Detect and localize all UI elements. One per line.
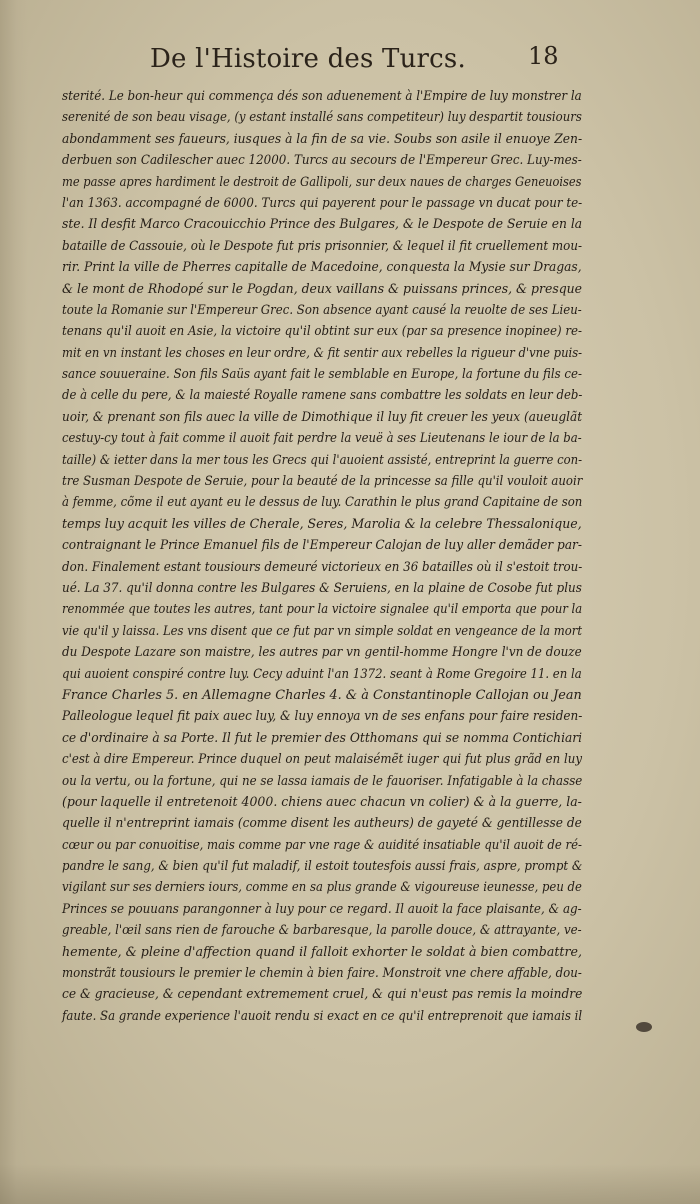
text-line: France Charles 5. en Allemagne Charles 4. & à Constantinople Callojan ou Jean	[62, 687, 582, 703]
text-line: monstrãt tousiours le premier le chemin à bien faire. Monstroit vne chere affable, dou-	[62, 966, 582, 982]
text-line: toute la Romanie sur l'Empereur Grec. Son absence ayant causé la reuolte de ses Lieu-	[62, 302, 582, 318]
text-line: ou la vertu, ou la fortune, qui ne se lassa iamais de le fauoriser. Infatigable à la chasse	[62, 773, 583, 789]
body-text	[62, 86, 582, 1027]
text-line: pandre le sang, & bien qu'il fut maladif, il estoit toutesfois aussi frais, aspre, prompt &	[62, 859, 583, 875]
text-line: cœur ou par conuoitise, mais comme par vne rage & auidité insatiable qu'il auoit de ré-	[62, 837, 582, 853]
text-line: à femme, cõme il eut ayant eu le dessus de luy. Carathin le plus grand Capitaine de son	[62, 495, 583, 511]
page-number: 18	[528, 42, 559, 70]
text-line: Palleologue lequel fit paix auec luy, & luy ennoya vn de ses enfans pour faire residen-	[62, 709, 583, 725]
text-line: ce & gracieuse, & cependant extremement cruel, & qui n'eust pas remis la moindre	[62, 987, 583, 1003]
ink-blot	[636, 1022, 652, 1032]
text-line: don. Finalement estant tousiours demeuré victorieux en 36 batailles où il s'estoit trou-	[62, 559, 583, 575]
text-line: mit en vn instant les choses en leur ordre, & fit sentir aux rebelles la rigueur d'vne puis-	[62, 345, 583, 361]
text-line: vie qu'il y laissa. Les vns disent que ce fut par vn simple soldat en vengeance de la mort	[62, 623, 583, 639]
text-line: bataille de Cassouie, où le Despote fut pris prisonnier, & lequel il fit cruellement mou-	[62, 238, 582, 254]
text-line: & le mont de Rhodopé sur le Pogdan, deux vaillans & puissans princes, & presque	[62, 281, 583, 297]
text-line: Princes se pouuans parangonner à luy pour ce regard. Il auoit la face plaisante, & ag-	[62, 901, 582, 917]
text-line: qui auoient conspiré contre luy. Cecy aduint l'an 1372. seant à Rome Gregoire 11. en la	[62, 666, 582, 682]
text-line: c'est à dire Empereur. Prince duquel on peut malaisémẽt iuger qui fut plus grãd en luy	[62, 752, 583, 768]
text-line: me passe apres hardiment le destroit de Gallipoli, sur deux naues de charges Geneuoises	[62, 174, 582, 190]
page-bottom-shadow	[0, 1164, 700, 1204]
text-line: tre Susman Despote de Seruie, pour la beauté de la princesse sa fille qu'il vouloit auoir	[62, 474, 583, 490]
text-line: ste. Il desfit Marco Cracouicchio Prince des Bulgares, & le Despote de Seruie en la	[62, 217, 583, 233]
text-line: l'an 1363. accompagné de 6000. Turcs qui payerent pour le passage vn ducat pour te-	[62, 195, 583, 211]
text-line: abondamment ses faueurs, iusques à la fin de sa vie. Soubs son asile il enuoye Zen-	[62, 131, 583, 147]
text-line: vigilant sur ses derniers iours, comme en sa plus grande & vigoureuse ieunesse, peu de	[62, 880, 582, 896]
running-head: De l'Histoire des Turcs.	[150, 44, 466, 74]
text-line: ué. La 37. qu'il donna contre les Bulgares & Seruiens, en la plaine de Cosobe fut plus	[62, 580, 582, 596]
text-line: taille) & ietter dans la mer tous les Grecs qui l'auoient assisté, entreprint la guerre con-	[62, 452, 583, 468]
text-line: renommée que toutes les autres, tant pour la victoire signalee qu'il emporta que pour la	[62, 602, 583, 618]
text-line: greable, l'œil sans rien de farouche & barbaresque, la parolle douce, & attrayante, ve-	[62, 923, 582, 939]
text-line: du Despote Lazare son maistre, les autres par vn gentil-homme Hongre l'vn de douze	[62, 645, 582, 661]
text-line: sterité. Le bon-heur qui commença dés son aduenement à l'Empire de luy monstrer la	[62, 89, 582, 104]
text-line: ce d'ordinaire à sa Porte. Il fut le premier des Otthomans qui se nomma Contichiari	[62, 730, 583, 746]
text-line: serenité de son beau visage, (y estant installé sans competiteur) luy despartit tousiours	[62, 110, 582, 126]
text-line: derbuen son Cadilescher auec 12000. Turcs au secours de l'Empereur Grec. Luy-mes-	[62, 153, 582, 169]
text-line: quelle il n'entreprint iamais (comme disent les autheurs) de gayeté & gentillesse de	[62, 816, 582, 832]
text-line: cestuy-cy tout à fait comme il auoit fait perdre la veuë à ses Lieutenans le iour de la ba-	[62, 431, 582, 447]
text-line: uoir, & prenant son fils auec la ville de Dimothique il luy fit creuer les yeux (aueuglãt	[62, 409, 583, 425]
text-line: sance souueraine. Son fils Saüs ayant fait le semblable en Europe, la fortune du fils ce-	[62, 367, 582, 383]
text-line: contraignant le Prince Emanuel fils de l'Empereur Calojan de luy aller demãder par-	[62, 538, 582, 554]
text-line: faute. Sa grande experience l'auoit rendu si exact en ce qu'il entreprenoit que iamais il	[62, 1008, 583, 1024]
text-line: temps luy acquit les villes de Cherale, Seres, Marolia & la celebre Thessalonique,	[62, 516, 582, 532]
text-line: hemente, & pleine d'affection quand il falloit exhorter le soldat à bien combattre,	[62, 944, 582, 960]
text-line: de à celle du pere, & la maiesté Royalle ramene sans combattre les soldats en leur deb-	[62, 388, 583, 404]
text-line: rir. Print la ville de Pherres capitalle de Macedoine, conquesta la Mysie sur Dragas,	[62, 260, 582, 276]
page-gutter-shadow	[0, 0, 28, 1204]
text-line: tenans qu'il auoit en Asie, la victoire qu'il obtint sur eux (par sa presence inopinee) re-	[62, 324, 583, 340]
text-line: (pour laquelle il entretenoit 4000. chiens auec chacun vn colier) & à la guerre, la-	[62, 794, 582, 810]
